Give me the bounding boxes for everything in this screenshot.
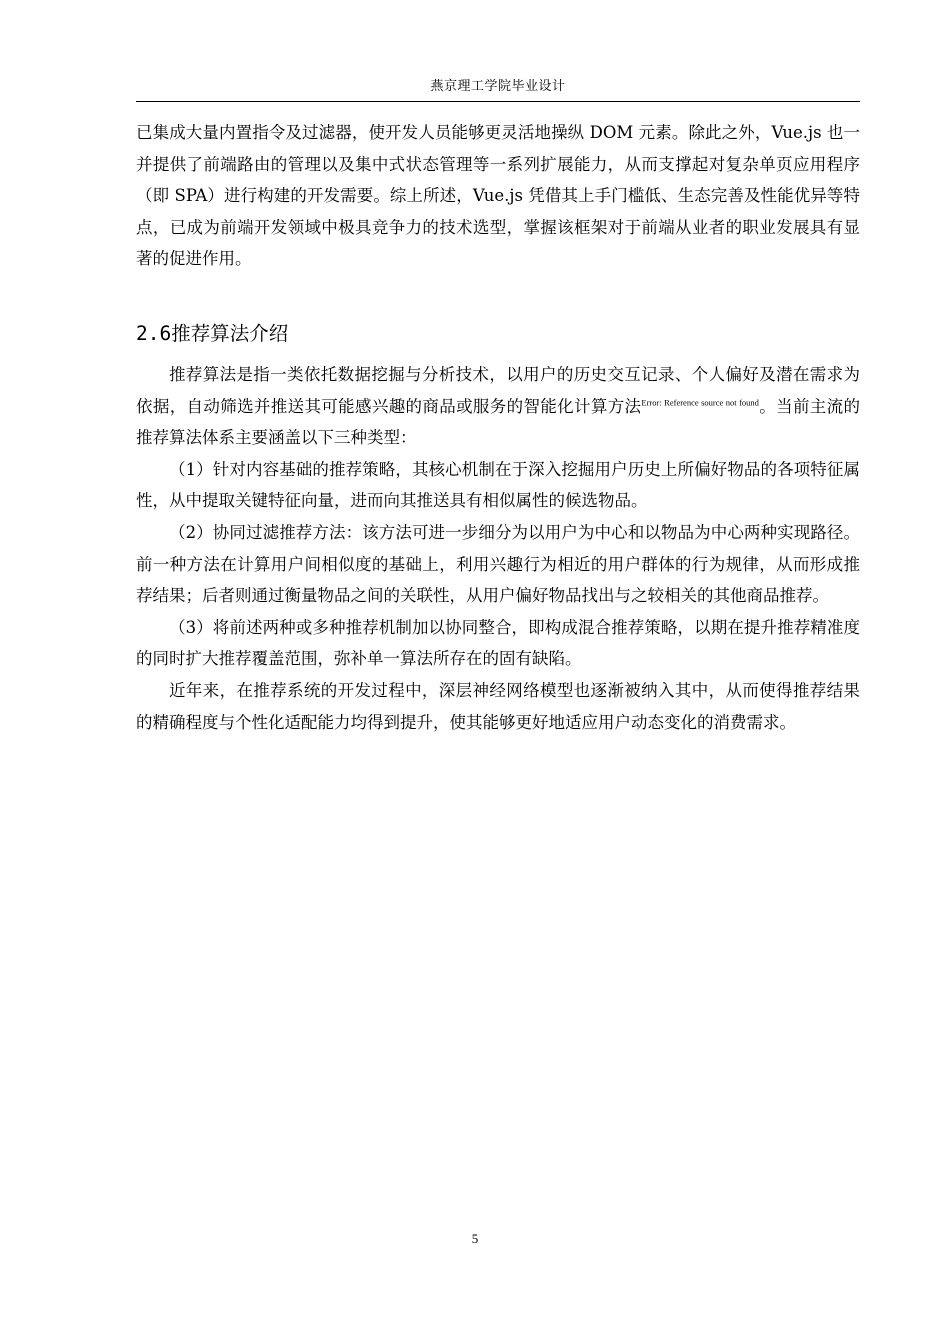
reference-error-marker: Error: Reference source not found [641,397,759,408]
paragraph-vue-summary: 已集成大量内置指令及过滤器，使开发人员能够更灵活地操纵 DOM 元素。除此之外，Vue.js 也一并提供了前端路由的管理以及集中式状态管理等一系列扩展能力，从而支撑起对复杂单页应用程序（即 SPA）进行构建的开发需要。综上所述，Vue.js 凭借其上手门槛低、生态完善及性能优异等特点，已成为前端开发领域中极具竞争力的技术选型，掌握该框架对于前端从业者的职业发展具有显著的促进作用。 [136,123,860,269]
paragraph-recommendation-definition [136,359,860,454]
list-item-hybrid: （3）将前述两种或多种推荐机制加以协同整合，即构成混合推荐策略，以期在提升推荐精准度的同时扩大推荐覆盖范围，弥补单一算法所存在的固有缺陷。 [136,617,860,669]
section-heading [136,319,860,349]
section-title: 推荐算法介绍 [171,321,289,345]
section-number: 2.6 [136,321,172,345]
list-item-content-based: （1）针对内容基础的推荐策略，其核心机制在于深入挖掘用户历史上所偏好物品的各项特征属性，从中提取关键特征向量，进而向其推送具有相似属性的候选物品。 [136,459,860,511]
paragraph-recommendation-definition-text: 推荐算法是指一类依托数据挖掘与分析技术，以用户的历史交互记录、个人偏好及潜在需求为依据，自动筛选并推送其可能感兴趣的商品或服务的智能化计算方法 [136,364,860,416]
page-number: 5 [471,1231,479,1246]
paragraph-recommendation-definition-tail: 。当前主流的推荐算法体系主要涵盖以下三种类型： [136,396,861,448]
paragraph-deep-learning: 近年来，在推荐系统的开发过程中，深层神经网络模型也逐渐被纳入其中，从而使得推荐结果的精确程度与个性化适配能力均得到提升，使其能够更好地适应用户动态变化的消费需求。 [136,680,860,732]
page-body [136,117,860,738]
header-divider [136,101,860,102]
list-item-collaborative-filtering: （2）协同过滤推荐方法：该方法可进一步细分为以用户为中心和以物品为中心两种实现路径。前一种方法在计算用户间相似度的基础上，利用兴趣行为相近的用户群体的行为规律，从而形成推荐结果；后者则通过衡量物品之间的关联性，从用户偏好物品找出与之较相关的其他商品推荐。 [136,522,860,606]
running-header-title: 燕京理工学院毕业设计 [430,79,566,94]
